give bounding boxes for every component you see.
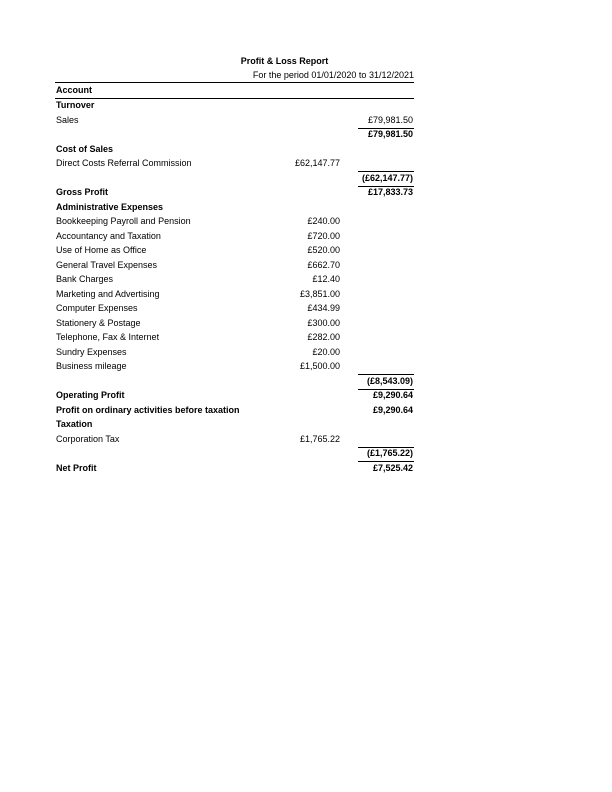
row-detail-amount: £3,851.00 [299, 288, 340, 299]
report-row [55, 200, 414, 215]
report-row [55, 388, 414, 403]
row-label: Taxation [56, 419, 93, 429]
report-row [55, 345, 414, 360]
row-label: Net Profit [56, 462, 97, 473]
row-label: Accountancy and Taxation [56, 230, 161, 241]
subtotal-rule [358, 447, 414, 448]
row-detail-amount: £282.00 [307, 332, 340, 342]
report-title: Profit & Loss Report [240, 56, 329, 66]
row-label: Sundry Expenses [56, 346, 127, 357]
row-total-amount: (£1,765.22) [366, 448, 413, 458]
row-label: Turnover [56, 100, 95, 110]
report-subtotal-row [55, 127, 414, 142]
row-label: Cost of Sales [56, 143, 114, 154]
row-total-amount: £79,981.50 [367, 114, 413, 125]
row-label: Telephone, Fax & Internet [56, 332, 160, 342]
row-detail-amount: £240.00 [307, 216, 340, 226]
report-row [55, 156, 414, 171]
row-label: Use of Home as Office [56, 245, 147, 255]
report-row [55, 359, 414, 374]
row-detail-amount: £1,765.22 [299, 433, 340, 444]
row-label: Direct Costs Referral Commission [56, 158, 192, 168]
row-detail-amount: £1,500.00 [299, 361, 340, 371]
subtotal-rule [358, 171, 414, 172]
row-label: Bookkeeping Payroll and Pension [56, 216, 191, 226]
report-row [55, 229, 414, 244]
row-total-amount: £9,290.64 [372, 404, 413, 415]
row-label: Marketing and Advertising [56, 288, 160, 299]
column-header-label: Account [56, 85, 92, 95]
report-subtotal-row [55, 171, 414, 186]
subtotal-rule [358, 461, 414, 462]
report-row [55, 185, 414, 200]
column-header-account [55, 83, 414, 98]
report-row [55, 142, 414, 157]
row-label: Sales [56, 114, 79, 125]
row-label: Gross Profit [56, 187, 109, 197]
subtotal-rule [358, 389, 414, 390]
report-row [55, 113, 414, 128]
report-row [55, 272, 414, 287]
row-detail-amount: £520.00 [307, 245, 340, 255]
report-row [55, 417, 414, 432]
subtotal-rule [358, 374, 414, 375]
report-row [55, 461, 414, 476]
subtotal-rule [358, 128, 414, 129]
row-detail-amount: £434.99 [307, 303, 340, 313]
report-row [55, 316, 414, 331]
subtotal-rule [358, 186, 414, 187]
row-label: Stationery & Postage [56, 317, 141, 328]
row-label: General Travel Expenses [56, 259, 158, 270]
report-subtotal-row [55, 374, 414, 389]
row-detail-amount: £300.00 [307, 317, 340, 328]
report-row [55, 330, 414, 345]
row-detail-amount: £12.40 [312, 274, 340, 284]
row-total-amount: £7,525.42 [372, 462, 413, 473]
row-detail-amount: £20.00 [312, 346, 340, 357]
report-row [55, 301, 414, 316]
row-label: Business mileage [56, 361, 127, 371]
report-row [55, 258, 414, 273]
row-detail-amount: £62,147.77 [294, 158, 340, 168]
report-subtotal-row [55, 446, 414, 461]
row-total-amount: £79,981.50 [367, 129, 413, 139]
report-row [55, 287, 414, 302]
row-label: Profit on ordinary activities before taxation [56, 404, 240, 415]
row-label: Operating Profit [56, 390, 125, 400]
report-row [55, 403, 414, 418]
row-label: Computer Expenses [56, 303, 138, 313]
row-detail-amount: £720.00 [307, 230, 340, 241]
report-period: For the period 01/01/2020 to 31/12/2021 [252, 70, 414, 80]
row-detail-amount: £662.70 [307, 259, 340, 270]
row-label: Administrative Expenses [56, 201, 164, 212]
row-total-amount: (£62,147.77) [361, 172, 413, 183]
row-label: Bank Charges [56, 274, 114, 284]
report-row [55, 98, 414, 113]
report-row [55, 432, 414, 447]
report-row [55, 243, 414, 258]
row-total-amount: (£8,543.09) [366, 375, 413, 386]
row-total-amount: £9,290.64 [372, 390, 413, 400]
row-label: Corporation Tax [56, 433, 120, 444]
report-row [55, 214, 414, 229]
row-total-amount: £17,833.73 [367, 187, 413, 197]
